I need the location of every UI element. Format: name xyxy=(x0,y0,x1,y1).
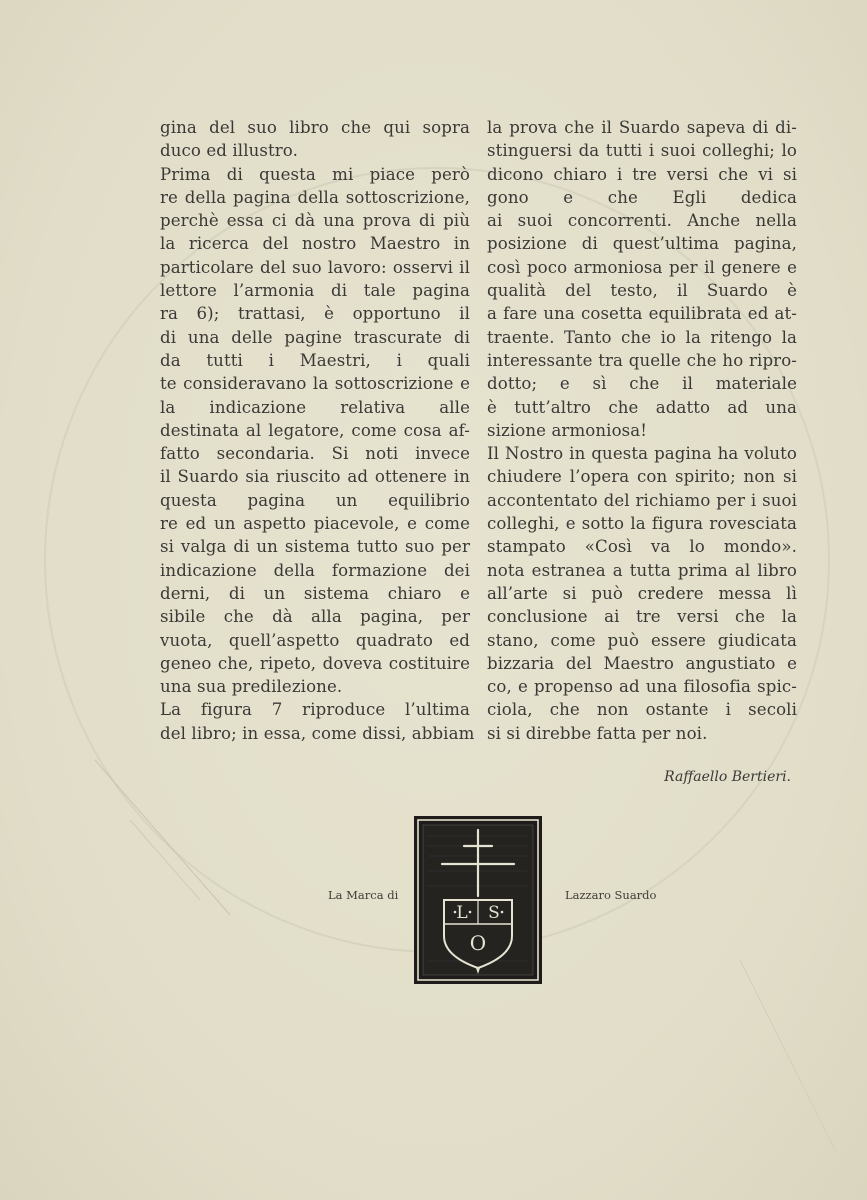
left-column-line: re della pagina della sottoscrizione, xyxy=(160,187,470,207)
right-column-line: ciola, che non ostante i secoli xyxy=(487,700,797,720)
left-column-line: gina del suo libro che qui sopra xyxy=(160,118,470,137)
left-column-line: te consideravano la sottoscrizione e xyxy=(160,374,470,394)
right-column-line: accontentato del richiamo per i suoi xyxy=(487,490,797,510)
caption-left: La Marca di xyxy=(328,888,399,902)
right-column-line: sizione armoniosa! xyxy=(487,420,648,440)
mark-letter-s: S xyxy=(488,903,500,923)
left-column-line: perchè essa ci dà una prova di più xyxy=(160,211,470,231)
left-column-line: duco ed illustro. xyxy=(160,141,298,161)
right-column-line: co, e propenso ad una filosofia spic- xyxy=(487,677,797,697)
right-column-line: stano, come può essere giudicata xyxy=(487,630,797,650)
right-column-line: bizzaria del Maestro angustiato e xyxy=(487,653,797,673)
left-column-line: la ricerca del nostro Maestro in xyxy=(160,234,470,254)
left-column-line: geneo che, ripeto, doveva costituire xyxy=(160,653,470,673)
right-column-line: a fare una cosetta equilibrata ed at- xyxy=(487,304,797,324)
right-column-line: si si direbbe fatta per noi. xyxy=(487,723,708,743)
right-column-line: posizione di quest’ultima pagina, xyxy=(487,234,797,254)
left-column-line: del libro; in essa, come dissi, abbiam xyxy=(160,723,475,743)
left-column-line: ra 6); trattasi, è opportuno il xyxy=(160,304,470,324)
left-column-line: indicazione della formazione dei xyxy=(160,560,470,580)
mark-letter-l: L xyxy=(456,903,468,923)
right-column-line: colleghi, e sotto la figura rovesciata xyxy=(487,514,797,534)
left-column-line: destinata al legatore, come cosa af- xyxy=(160,420,470,440)
left-column-line: La figura 7 riproduce l’ultima xyxy=(160,700,470,720)
right-column-line: stampato «Così va lo mondo». xyxy=(487,537,797,557)
caption-right: Lazzaro Suardo xyxy=(565,888,657,902)
text-column-right xyxy=(487,116,797,745)
left-column-line: derni, di un sistema chiaro e xyxy=(160,583,470,603)
right-column-line: traente. Tanto che io la ritengo la xyxy=(487,327,797,347)
right-column-line: conclusione ai tre versi che la xyxy=(487,607,797,627)
left-column-line: Prima di questa mi piace però xyxy=(160,164,470,184)
left-column-line: vuota, quell’aspetto quadrato ed xyxy=(160,630,470,650)
left-column-line: si valga di un sistema tutto suo per xyxy=(160,537,470,557)
left-column-line: questa pagina un equilibrio xyxy=(160,490,470,510)
right-column-line: stinguersi da tutti i suoi colleghi; lo xyxy=(487,141,797,161)
right-column-line: qualità del testo, il Suardo è xyxy=(487,281,797,301)
mark-letter-o: O xyxy=(469,931,487,955)
right-column-line: così poco armoniosa per il genere e xyxy=(487,257,797,277)
left-column-line: fatto secondaria. Si noti invece xyxy=(160,444,470,464)
right-column-line: la prova che il Suardo sapeva di di- xyxy=(487,118,797,137)
left-column-line: una sua predilezione. xyxy=(160,677,343,697)
left-column-line: lettore l’armonia di tale pagina xyxy=(160,281,470,301)
printer-mark-woodcut xyxy=(414,816,542,984)
left-column-line: particolare del suo lavoro: osservi il xyxy=(160,257,470,277)
left-column-line: re ed un aspetto piacevole, e come xyxy=(160,514,470,534)
left-column-line: di una delle pagine trascurate di xyxy=(160,327,470,347)
right-column-line: interessante tra quelle che ho ripro- xyxy=(487,350,797,370)
left-column-line: la indicazione relativa alle xyxy=(160,397,470,417)
right-column-line: dotto; e sì che il materiale xyxy=(487,374,797,394)
left-column-line: il Suardo sia riuscito ad ottenere in xyxy=(160,467,470,487)
right-column-line: chiudere l’opera con spirito; non si xyxy=(487,467,797,487)
right-column-line: ai suoi concorrenti. Anche nella xyxy=(487,211,797,231)
author-signature: Raffaello Bertieri. xyxy=(664,769,791,785)
left-column-line: sibile che dà alla pagina, per xyxy=(160,607,470,627)
text-column-left xyxy=(160,116,475,745)
right-column-line: dicono chiaro i tre versi che vi si xyxy=(487,164,797,184)
right-column-line: nota estranea a tutta prima al libro xyxy=(487,560,797,580)
right-column-line: all’arte si può credere messa lì xyxy=(487,583,797,603)
right-column-line: gono e che Egli dedica xyxy=(487,187,797,207)
left-column-line: da tutti i Maestri, i quali xyxy=(160,350,470,370)
right-column-line: è tutt’altro che adatto ad una xyxy=(487,397,797,417)
right-column-line: Il Nostro in questa pagina ha voluto xyxy=(487,444,797,464)
